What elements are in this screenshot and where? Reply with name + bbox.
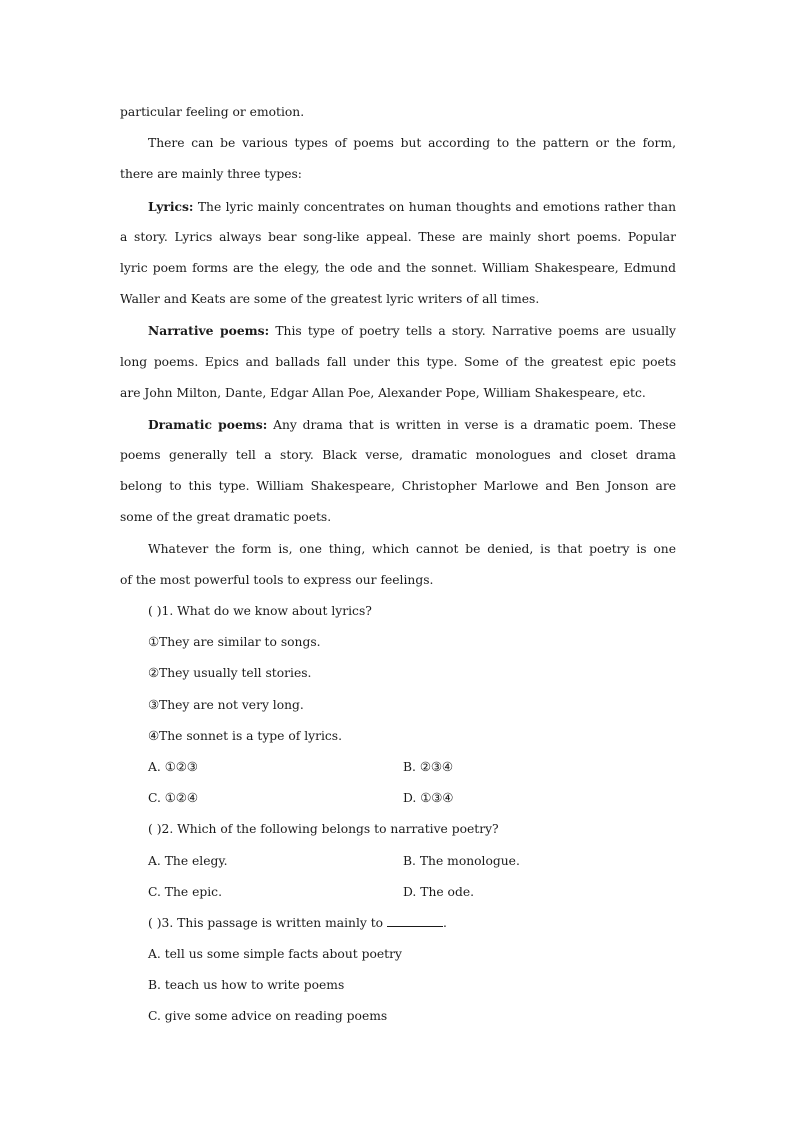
option-c: C. The epic. (148, 884, 222, 899)
dramatic-heading-line (120, 409, 676, 440)
option-a: A. ①②③ (148, 759, 198, 774)
option-c: C. ①②④ (148, 791, 198, 806)
paragraph-line: a story. Lyrics always bear song-like appeal. These are mainly short poems. Popular (120, 229, 676, 244)
option-d: D. The ode. (403, 884, 475, 899)
question-1-statement: ②They usually tell stories. (148, 666, 312, 681)
question-1-statement: ①They are similar to songs. (148, 635, 321, 650)
paragraph-line: long poems. Epics and ballads fall under this type. Some of the greatest epic poets (120, 354, 676, 369)
document-page (120, 97, 676, 1033)
paragraph-text: This type of poetry tells a story. Narrative poems are usually (269, 324, 676, 339)
paragraph-text: Any drama that is written in verse is a dramatic poem. These (267, 417, 676, 432)
question-1-stem: ( )1. What do we know about lyrics? (148, 604, 372, 618)
option-a: A. tell us some simple facts about poetry (148, 947, 402, 962)
paragraph-line: some of the great dramatic poets. (120, 510, 332, 525)
question-2-options-row (120, 877, 676, 908)
paragraph-line: there are mainly three types: (120, 167, 302, 182)
paragraph-line: of the most powerful tools to express our feelings. (120, 572, 434, 587)
question-2-options-row (120, 846, 676, 877)
paragraph-text: The lyric mainly concentrates on human thoughts and emotions rather than (193, 199, 676, 214)
paragraph-line: belong to this type. William Shakespeare, Christopher Marlowe and Ben Jonson are (120, 479, 676, 494)
dramatic-label: Dramatic poems: (148, 416, 268, 432)
option-d: D. ①③④ (403, 791, 454, 806)
option-a: A. The elegy. (148, 853, 228, 868)
question-1-options-row (120, 752, 676, 783)
question-3-stem: ( )3. This passage is written mainly to (148, 915, 387, 930)
question-1-options-row (120, 783, 676, 814)
option-b: B. The monologue. (403, 853, 520, 868)
lyrics-heading-line (120, 191, 676, 222)
answer-blank (387, 914, 443, 927)
paragraph-line: Waller and Keats are some of the greatest lyric writers of all times. (120, 292, 540, 307)
paragraph-line: Whatever the form is, one thing, which cannot be denied, is that poetry is one (148, 541, 676, 556)
option-b: B. teach us how to write poems (148, 978, 345, 993)
question-3-stem-end: . (443, 915, 447, 930)
question-1-statement: ④The sonnet is a type of lyrics. (148, 728, 343, 743)
paragraph-line: lyric poem forms are the elegy, the ode and the sonnet. William Shakespeare, Edmund (120, 260, 676, 275)
option-b: B. ②③④ (403, 759, 453, 774)
narrative-heading-line (120, 315, 676, 346)
question-1-statement: ③They are not very long. (148, 697, 304, 712)
question-3-stem-line (120, 908, 676, 939)
lyrics-label: Lyrics: (148, 198, 194, 214)
narrative-label: Narrative poems: (148, 323, 270, 339)
paragraph-line: particular feeling or emotion. (120, 105, 305, 119)
question-2-stem: ( )2. Which of the following belongs to narrative poetry? (148, 822, 499, 837)
paragraph-line: poems generally tell a story. Black verse, dramatic monologues and closet drama (120, 448, 676, 463)
paragraph-line: are John Milton, Dante, Edgar Allan Poe, Alexander Pope, William Shakespeare, etc. (120, 385, 646, 400)
paragraph-line: There can be various types of poems but according to the pattern or the form, (148, 136, 676, 151)
option-c: C. give some advice on reading poems (148, 1009, 388, 1024)
